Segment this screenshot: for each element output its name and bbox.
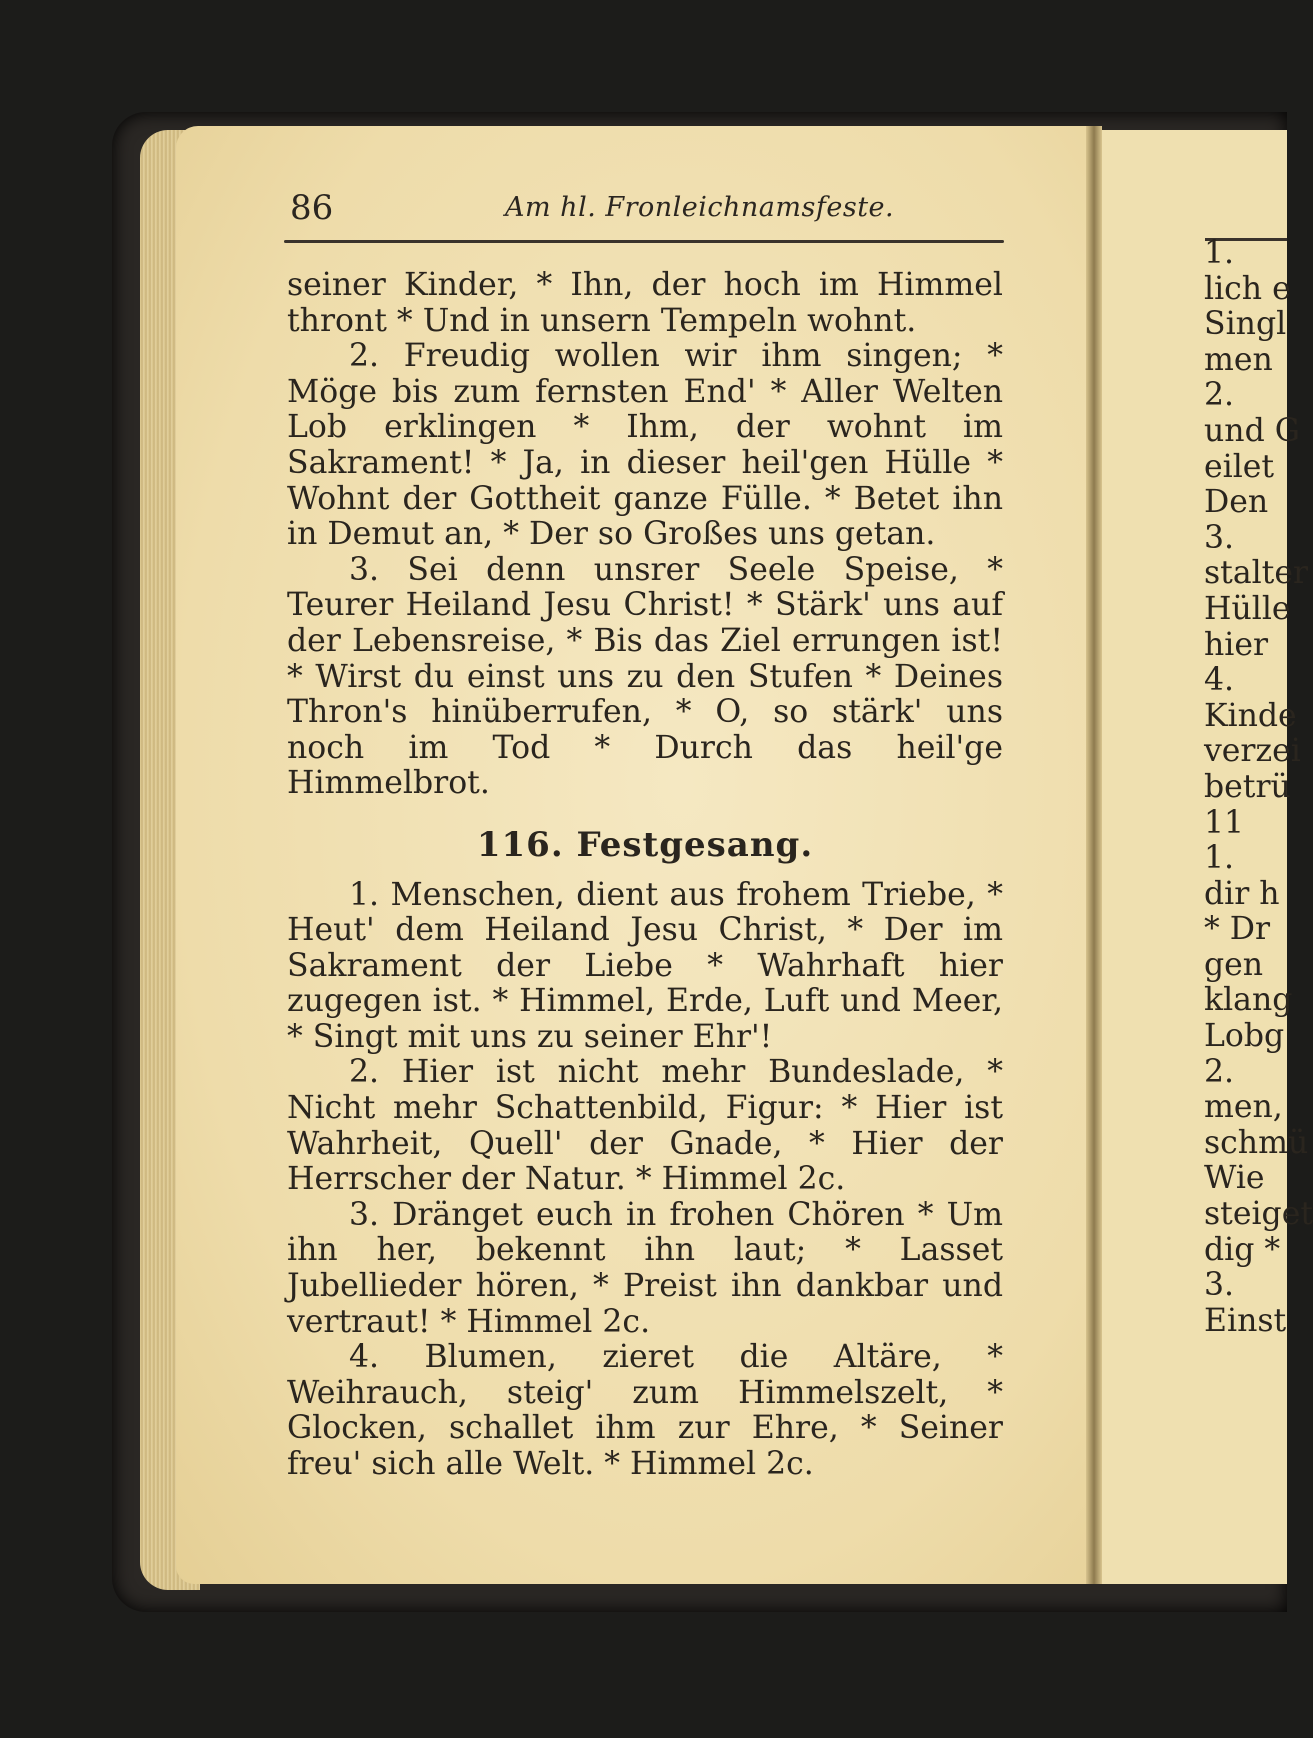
page-header — [290, 188, 1002, 232]
right-page-line: dir h — [1204, 875, 1280, 912]
right-page-line: * Dr — [1204, 911, 1271, 948]
right-page-line: lich e — [1204, 270, 1291, 307]
stanza-3: 3. Sei denn unsrer Seele Speise, * Teurer Heiland Jesu Christ! * Stärk' uns auf der Lebensreise, * Bis das Ziel errungen ist! * Wirst du einst uns zu den Stufen * Deines Thron's hinüberrufen, * O, so stärk' uns noch im Tod * Durch das heil'ge Himmelbrot. — [287, 551, 1003, 802]
festgesang-stanza-2: 2. Hier ist nicht mehr Bundeslade, * Nicht mehr Schattenbild, Figur: * Hier ist Wahrheit, Quell' der Gnade, * Hier der Herrscher der Natur. * Himmel 2c. — [287, 1054, 1003, 1198]
right-page-line: 2. — [1204, 1053, 1235, 1090]
right-page-line: stalter — [1204, 555, 1309, 592]
festgesang-stanza-1: 1. Menschen, dient aus frohem Triebe, * Heut' dem Heiland Jesu Christ, * Der im Sakrament der Liebe * Wahrhaft hier zugegen ist. * Himmel, Erde, Luft und Meer, * Singt mit uns zu seiner Ehr'! — [287, 876, 1003, 1055]
right-page-line: dig * — [1204, 1231, 1281, 1268]
right-page-line: 1. — [1204, 235, 1235, 271]
right-page-line: hier — [1204, 626, 1269, 663]
right-page-line: gen — [1204, 946, 1264, 983]
song-title: 116. Festgesang. — [476, 824, 814, 865]
right-page-line: men, — [1204, 1089, 1283, 1126]
right-page-line: 3. — [1204, 1267, 1235, 1304]
right-page-line: schmü — [1204, 1124, 1309, 1161]
page-number: 86 — [290, 188, 334, 228]
hymn-text — [287, 268, 1003, 1483]
right-page-line: Wie — [1204, 1160, 1265, 1197]
right-page-line: klang — [1204, 982, 1293, 1019]
right-page-line: 11 — [1204, 804, 1245, 841]
right-page-line: 2. — [1204, 377, 1235, 414]
right-page-line: 4. — [1204, 662, 1235, 699]
festgesang-stanza-4: 4. Blumen, zieret die Altäre, * Weihrauch, steig' zum Himmelszelt, * Glocken, schallet ihm zur Ehre, * Seiner freu' sich alle Welt. * Himmel 2c. — [287, 1339, 1003, 1482]
running-title: Am hl. Fronleichnamsfeste. — [505, 192, 895, 223]
right-page-line: 1. — [1204, 840, 1235, 877]
header-rule — [284, 240, 1004, 243]
right-page-line: Singl — [1204, 306, 1287, 343]
right-page-line: Den — [1204, 484, 1269, 521]
right-page-text — [1204, 235, 1313, 1339]
book-gutter — [1086, 126, 1102, 1584]
right-page-line: Einst — [1204, 1302, 1287, 1339]
right-page-line: und G — [1204, 412, 1300, 449]
right-page-line: verzei — [1204, 733, 1301, 770]
right-page-line: Hülle — [1204, 590, 1291, 627]
continuation-text: seiner Kinder, * Ihn, der hoch im Himmel thront * Und in unsern Tempeln wohnt. — [287, 267, 1003, 339]
right-page-line: steiget — [1204, 1196, 1313, 1233]
right-page-line: Lobg — [1204, 1018, 1285, 1055]
right-page-line: eilet — [1204, 448, 1275, 485]
festgesang-stanza-3: 3. Dränget euch in frohen Chören * Um ihn her, bekennt ihn laut; * Lasset Jubellieder hören, * Preist ihn dankbar und vertraut! * Himmel 2c. — [287, 1196, 1003, 1340]
right-page-line: men — [1204, 341, 1273, 378]
stanza-2: 2. Freudig wollen wir ihm singen; * Möge bis zum fernsten End' * Aller Welten Lob erklingen * Ihm, der wohnt im Sakrament! * Ja, in dieser heil'gen Hülle * Wohnt der Gottheit ganze Fülle. * Betet ihn in Demut an, * Der so Großes uns getan. — [287, 338, 1003, 553]
right-page-line: 3. — [1204, 519, 1235, 556]
right-page-line: Kinde — [1204, 697, 1297, 734]
right-page-line: betrü — [1204, 768, 1291, 805]
